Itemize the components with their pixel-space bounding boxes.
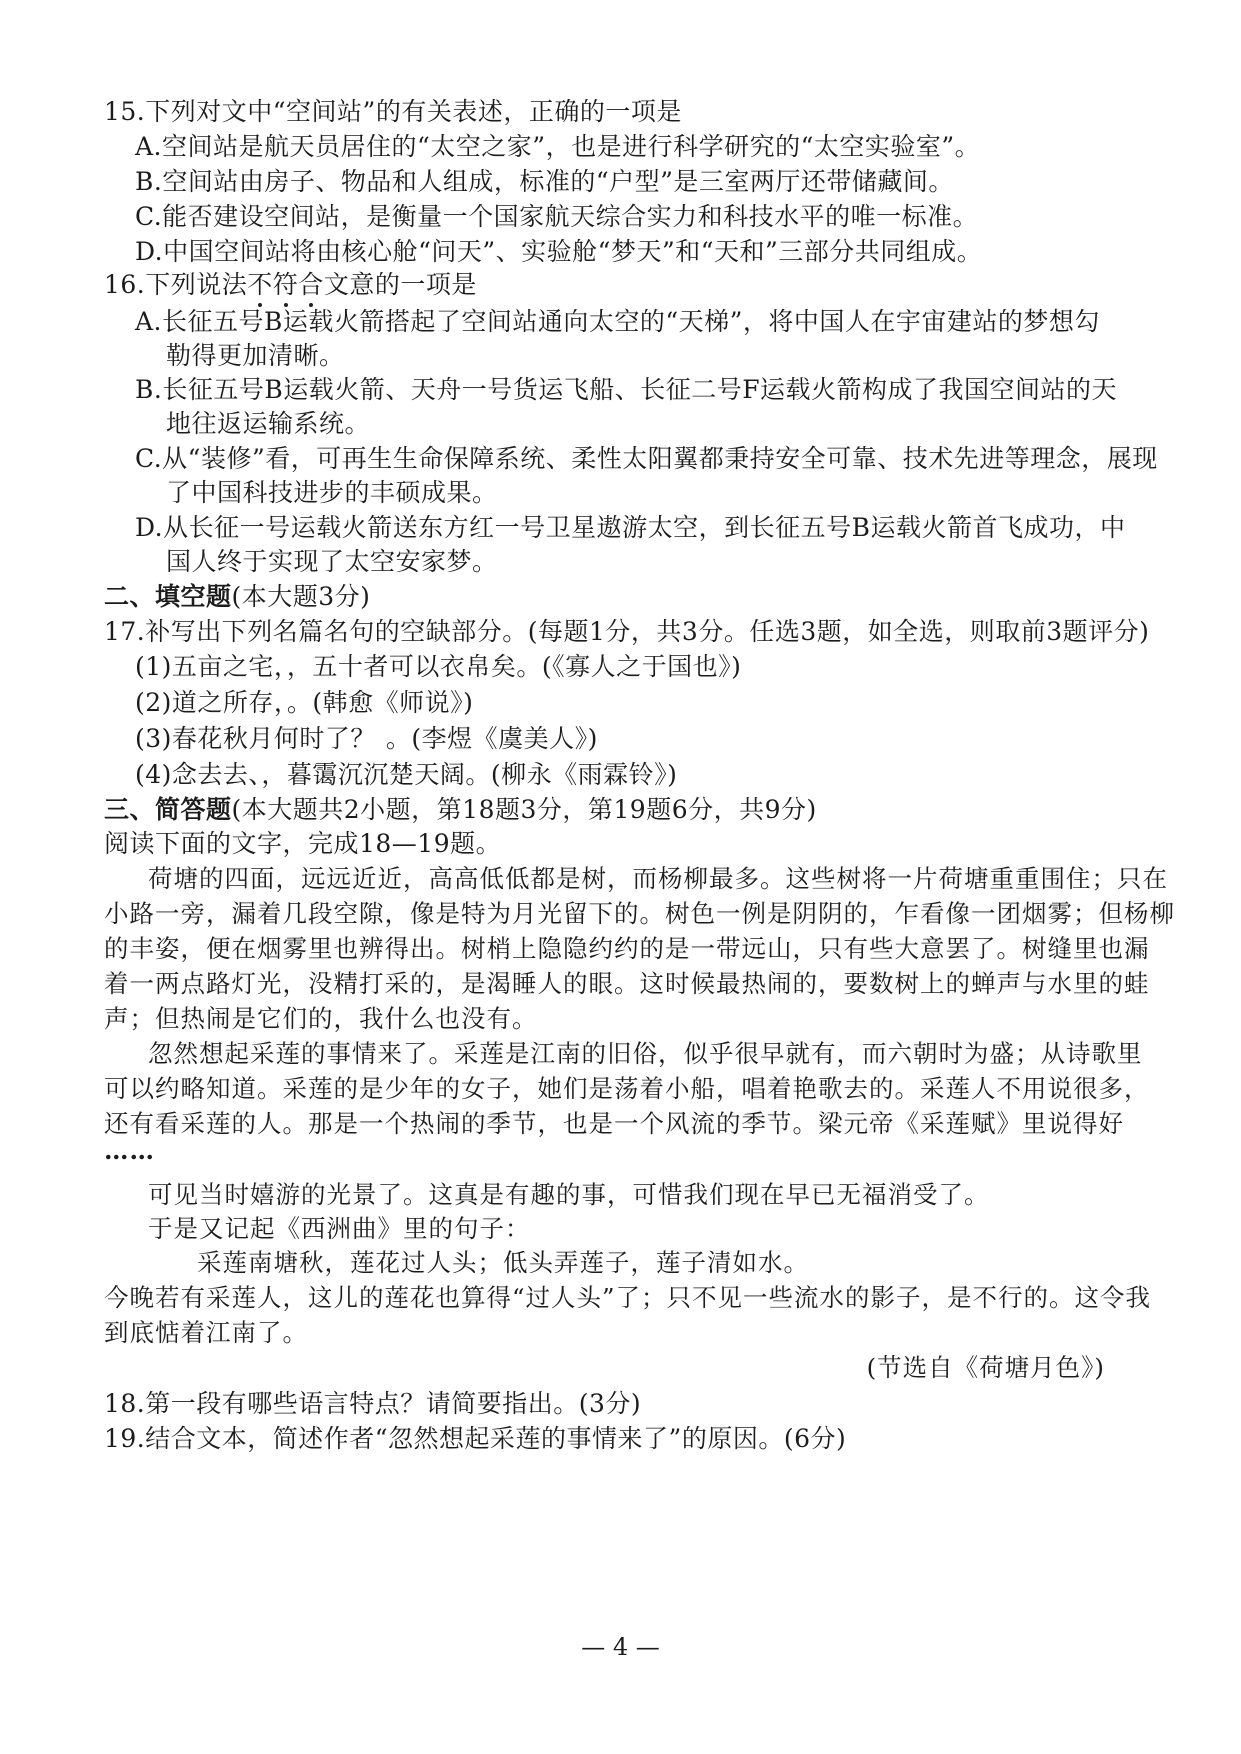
emphasis-char: 符 (272, 270, 299, 299)
q18: 18.第一段有哪些语言特点？请简要指出。(3分) (104, 1389, 642, 1418)
emphasis-char: 不 (247, 270, 273, 299)
q19: 19.结合文本，简述作者“忽然想起采莲的事情来了”的原因。(6分) (104, 1424, 847, 1453)
q15-option-a: A.空间站是航天员居住的“太空之家”，也是进行科学研究的“太空实验室”。 (135, 132, 981, 161)
passage-line: 荷塘的四面，远远近近，高高低低都是树，而杨柳最多。这些树将一片荷塘重重围住；只在 (148, 864, 1168, 893)
q17-item-2-pre: (2)道之所存， (135, 688, 287, 717)
q16-option-d-line1: D.从长征一号运载火箭送东方红一号卫星遨游太空，到长征五号B运载火箭首飞成功，中 (135, 513, 1126, 542)
section2-note: (本大题3分) (231, 582, 371, 611)
passage-line: 声；但热闹是它们的，我什么也没有。 (104, 1004, 538, 1033)
q16-option-b-line1: B.长征五号B运载火箭、天舟一号货运飞船、长征二号F运载火箭构成了我国空间站的天 (135, 375, 1118, 404)
passage-line: 的丰姿，便在烟雾里也辨得出。树梢上隐隐约约的是一带远山，只有些大意罢了。树缝里也漏 (104, 934, 1150, 963)
q17-item-4-pre: (4)念去去、 (135, 760, 262, 789)
q16-option-c-line1: C.从“装修”看，可再生生命保障系统、柔性太阳翼都秉持安全可靠、技术先进等理念，展现 (135, 444, 1158, 473)
passage-line: 于是又记起《西洲曲》里的句子： (148, 1214, 531, 1243)
q16-stem-pre: 16.下列说法 (104, 270, 248, 299)
section3-heading (104, 795, 817, 825)
q17-item-4 (135, 760, 677, 790)
q17-item-3-pre: (3)春花秋月何时了？ (135, 724, 376, 753)
q17-item-3-post: 。(李煜《虞美人》) (385, 724, 598, 753)
section3-note: (本大题共2小题，第18题3分，第19题6分，共9分) (231, 795, 817, 824)
passage-line: 小路一旁，漏着几段空隙，像是特为月光留下的。树色一例是阴阴的，乍看像一团烟雾；但杨柳 (104, 899, 1175, 928)
q17-item-1-pre: (1)五亩之宅， (135, 652, 287, 681)
section2-heading (104, 582, 370, 612)
passage-source: (节选自《荷塘月色》) (866, 1353, 1105, 1382)
q17-item-3 (135, 724, 598, 754)
q15-option-b: B.空间站由房子、物品和人组成，标准的“户型”是三室两厅还带储藏间。 (135, 167, 954, 196)
passage-line: 可以约略知道。采莲的是少年的女子，她们是荡着小船，唱着艳歌去的。采莲人不用说很多， (104, 1074, 1150, 1103)
emphasis-char: 合 (298, 270, 324, 299)
passage-ellipsis: …… (104, 1136, 155, 1165)
passage-line: 忽然想起采莲的事情来了。采莲是江南的旧俗，似乎很早就有，而六朝时为盛；从诗歌里 (148, 1039, 1143, 1068)
q17-item-1 (135, 652, 741, 682)
q16-option-a-line2: 勒得更加清晰。 (166, 341, 345, 370)
passage-line: 到底惦着江南了。 (104, 1318, 308, 1347)
section3-instruction: 阅读下面的文字，完成18—19题。 (104, 829, 502, 858)
q16-option-b-line2: 地往返运输系统。 (166, 409, 371, 438)
q16-stem (104, 270, 477, 300)
section3-title: 三、简答题 (104, 795, 232, 824)
q15-option-c: C.能否建设空间站，是衡量一个国家航天综合实力和科技水平的唯一标准。 (135, 202, 979, 231)
q17-item-2-post: 。(韩愈《师说》) (286, 688, 474, 717)
q16-option-c-line2: 了中国科技进步的丰硕成果。 (166, 478, 498, 507)
q15-option-d: D.中国空间站将由核心舱“问天”、实验舱“梦天”和“天和”三部分共同组成。 (135, 237, 983, 266)
section2-title: 二、填空题 (104, 582, 232, 611)
passage-line: 着一两点路灯光，没精打采的，是渴睡人的眼。这时候最热闹的，要数树上的蝉声与水里的蛙 (104, 969, 1150, 998)
q16-option-d-line2: 国人终于实现了太空安家梦。 (166, 547, 498, 576)
q17-item-1-post: ，五十者可以衣帛矣。(《寡人之于国也》) (286, 652, 742, 681)
q15-stem: 15.下列对文中“空间站”的有关表述，正确的一项是 (104, 97, 682, 126)
q16-stem-post: 文意的一项是 (323, 270, 477, 299)
passage-line: 今晚若有采莲人，这儿的莲花也算得“过人头”了；只不见一些流水的影子，是不行的。这令我 (104, 1283, 1152, 1312)
q17-item-2 (135, 688, 473, 718)
q17-item-4-post: ，暮霭沉沉楚天阔。(柳永《雨霖铃》) (261, 760, 678, 789)
passage-poem: 采莲南塘秋，莲花过人头；低头弄莲子，莲子清如水。 (197, 1248, 809, 1277)
passage-line: 可见当时嬉游的光景了。这真是有趣的事，可惜我们现在早已无福消受了。 (148, 1180, 990, 1209)
q16-option-a-line1: A.长征五号B运载火箭搭起了空间站通向太空的“天梯”，将中国人在宇宙建站的梦想勾 (135, 307, 1100, 336)
passage-line: 还有看采莲的人。那是一个热闹的季节，也是一个风流的季节。梁元帝《采莲赋》里说得好 (104, 1109, 1124, 1138)
q17-stem: 17.补写出下列名篇名句的空缺部分。(每题1分，共3分。任选3题，如全选，则取前3题评分) (104, 617, 1150, 646)
page-number: — 4 — (581, 1633, 660, 1661)
